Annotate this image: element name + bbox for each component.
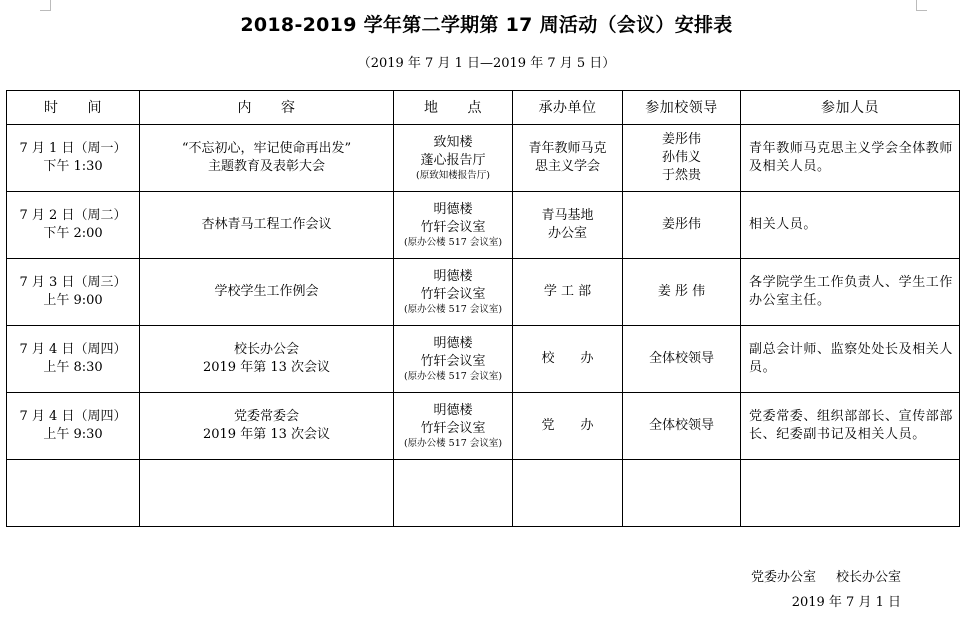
location-building: 明德楼 [433,336,473,351]
cell-organizer [513,259,623,326]
header-organizer: 承办单位 [513,91,623,125]
cell-time [7,259,140,326]
cell-organizer [513,326,623,393]
location-note: (原致知楼报告厅) [416,170,490,181]
content-line: 校长办公会 [233,342,299,357]
table-header-row [7,91,960,125]
table-row-empty [7,460,960,527]
cell-time [7,326,140,393]
leader-name: 于然贵 [661,168,701,183]
schedule-table [6,90,960,527]
organizer-line: 办公室 [547,226,587,241]
date-text: 7 月 4 日（周四） [19,409,127,424]
cell-time [7,393,140,460]
cell-location [394,125,513,192]
cell-location [394,393,513,460]
time-text: 上午 8:30 [43,360,103,375]
content-line: 2019 年第 13 次会议 [202,360,331,375]
content-line: 2019 年第 13 次会议 [202,427,331,442]
cell-attendees: 相关人员。 [741,192,960,259]
cell-empty [7,460,140,527]
date-text: 7 月 4 日（周四） [19,342,127,357]
organizer-line: 思主义学会 [534,159,600,174]
cell-leaders [623,393,741,460]
location-note: (原办公楼 517 会议室) [403,237,503,248]
cell-empty [623,460,741,527]
location-room: 竹轩会议室 [420,421,486,436]
organizer-line: 学 工 部 [543,284,592,299]
location-room: 竹轩会议室 [420,287,486,302]
table-row [7,326,960,393]
location-room: 竹轩会议室 [420,220,486,235]
header-leaders: 参加校领导 [623,91,741,125]
table-row [7,192,960,259]
table-row [7,259,960,326]
cell-attendees: 党委常委、组织部部长、宣传部部长、纪委副书记及相关人员。 [741,393,960,460]
cell-organizer [513,192,623,259]
content-line: 党委常委会 [233,409,299,424]
leader-name: 全体校领导 [648,351,714,366]
cell-location [394,259,513,326]
location-building: 明德楼 [433,403,473,418]
location-building: 致知楼 [433,135,473,150]
header-location: 地 点 [394,91,513,125]
footer-offices [751,566,901,585]
cell-attendees: 各学院学生工作负责人、学生工作办公室主任。 [741,259,960,326]
document-title: 2018-2019 学年第二学期第 17 周活动（会议）安排表 [240,14,733,36]
cell-location [394,326,513,393]
date-text: 7 月 1 日（周一） [19,141,127,156]
location-building: 明德楼 [433,202,473,217]
location-note: (原办公楼 517 会议室) [403,371,503,382]
document-subtitle: （2019 年 7 月 1 日—2019 年 7 月 5 日） [357,56,616,71]
cell-organizer [513,125,623,192]
cell-empty [140,460,394,527]
time-text: 上午 9:00 [43,293,103,308]
cell-location [394,192,513,259]
organizer-line: 校 办 [541,351,594,366]
location-building: 明德楼 [433,269,473,284]
location-note: (原办公楼 517 会议室) [403,304,503,315]
organizer-line: 青马基地 [541,208,594,223]
content-line: 主题教育及表彰大会 [207,159,325,174]
cell-attendees: 青年教师马克思主义学会全体教师及相关人员。 [741,125,960,192]
cell-attendees: 副总会计师、监察处处长及相关人员。 [741,326,960,393]
footer-date: 2019 年 7 月 1 日 [791,595,901,610]
leader-name: 姜 彤 伟 [657,284,706,299]
cell-organizer [513,393,623,460]
cell-content [140,192,394,259]
content-line: 杏林青马工程工作会议 [201,217,332,232]
footer-office-party: 党委办公室 [750,570,816,585]
cell-content [140,259,394,326]
cell-content [140,125,394,192]
cell-empty [513,460,623,527]
header-attendees: 参加人员 [741,91,960,125]
content-line: 学校学生工作例会 [214,284,319,299]
footer-office-president: 校长办公室 [835,570,901,585]
cell-content [140,393,394,460]
cell-content [140,326,394,393]
table-row [7,125,960,192]
cell-empty [394,460,513,527]
cell-leaders [623,192,741,259]
time-text: 下午 2:00 [43,226,103,241]
organizer-line: 党 办 [541,418,594,433]
table-row [7,393,960,460]
cell-time [7,192,140,259]
leader-name: 姜彤伟 [661,132,701,147]
location-room: 蓬心报告厅 [420,153,486,168]
cell-leaders [623,125,741,192]
header-time: 时 间 [7,91,140,125]
cell-leaders [623,259,741,326]
location-room: 竹轩会议室 [420,354,486,369]
location-note: (原办公楼 517 会议室) [403,438,503,449]
cell-time [7,125,140,192]
leader-name: 孙伟义 [661,150,701,165]
leader-name: 姜彤伟 [661,217,701,232]
time-text: 下午 1:30 [43,159,103,174]
organizer-line: 青年教师马克 [528,141,607,156]
date-text: 7 月 2 日（周二） [19,208,127,223]
date-text: 7 月 3 日（周三） [19,275,127,290]
cell-leaders [623,326,741,393]
time-text: 上午 9:30 [43,427,103,442]
content-line: “不忘初心，牢记使命再出发” [181,141,352,156]
header-content: 内 容 [140,91,394,125]
cell-empty [741,460,960,527]
leader-name: 全体校领导 [648,418,714,433]
